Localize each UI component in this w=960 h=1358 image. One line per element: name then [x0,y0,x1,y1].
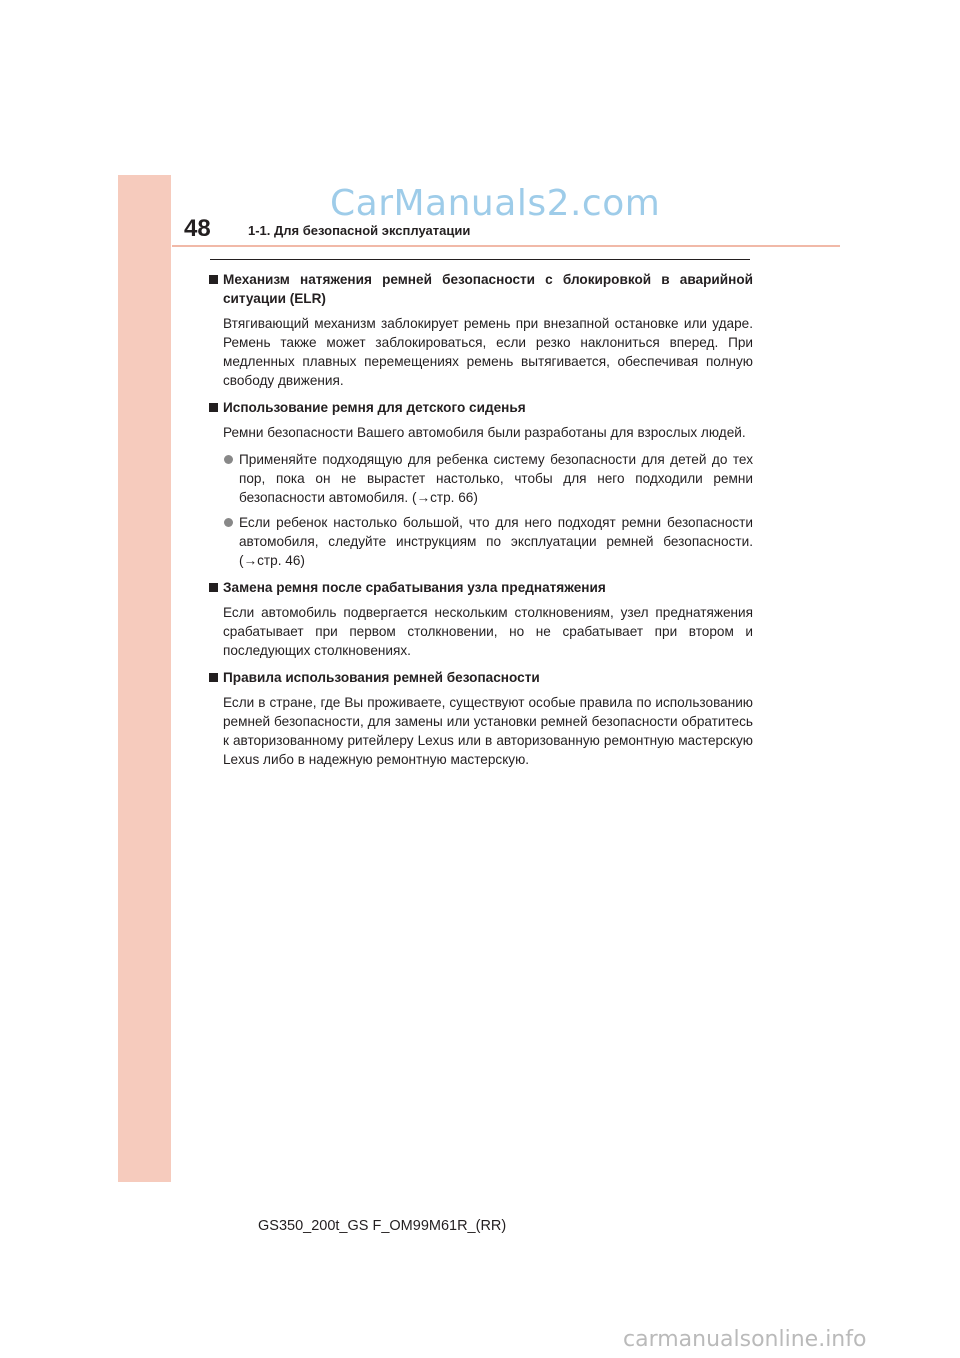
section-paragraph: Если в стране, где Вы проживаете, существуют особые правила по использованию ремней безопасности, для замены или установки ремней безопасности обратитесь к авторизованному ритейлеру Lexus или в авторизованную ремонтную мастерскую Lexus либо в надежную ремонтную мастерскую. [223,695,753,767]
heading-text: Механизм натяжения ремней безопасности с блокировкой в аварийной ситуации (ELR) [223,272,753,306]
circle-bullet-icon [224,455,233,464]
list-item [224,450,753,507]
watermark-bottom: carmanualsonline.info [623,1327,867,1352]
square-bullet-icon [209,403,218,412]
section-paragraph: Ремни безопасности Вашего автомобиля были разработаны для взрослых людей. [223,425,746,440]
circle-bullet-icon [224,518,233,527]
page-number: 48 [184,215,211,242]
chapter-side-band [118,175,171,1182]
heading-text: Использование ремня для детского сиденья [223,400,526,415]
content-divider [210,259,750,260]
section-paragraph: Втягивающий механизм заблокирует ремень при внезапной остановке или ударе. Ремень также может заблокироваться, если резко наклониться вперед. При медленных плавных перемещениях ремень вытягивается, обеспечивая полную свободу движения. [223,316,753,388]
heading-text: Правила использования ремней безопасности [223,670,540,685]
square-bullet-icon [209,583,218,592]
list-item [224,513,753,570]
square-bullet-icon [209,673,218,682]
document-code: GS350_200t_GS F_OM99M61R_(RR) [258,1218,507,1234]
list-item-text: Если ребенок настолько большой, что для него подходят ремни безопасности автомобиля, следуйте инструкциям по эксплуатации ремней безопасности. (→стр. 46) [239,515,753,568]
section-heading [208,270,753,308]
section-heading [208,398,753,417]
section-title: 1-1. Для безопасной эксплуатации [248,223,471,238]
square-bullet-icon [209,275,218,284]
page-content [208,268,753,777]
section-heading [208,668,753,687]
section-paragraph: Если автомобиль подвергается нескольким столкновениям, узел преднатяжения срабатывает при первом столкновении, но не срабатывает при втором и последующих столкновениях. [223,605,753,658]
header-divider [172,245,840,247]
list-item-text: Применяйте подходящую для ребенка систему безопасности для детей до тех пор, пока он не вырастет настолько, чтобы для него подходили ремни безопасности автомобиля. (→стр. 66) [239,452,753,505]
watermark-top: CarManuals2.com [330,183,661,224]
section-heading [208,578,753,597]
heading-text: Замена ремня после срабатывания узла преднатяжения [223,580,606,595]
